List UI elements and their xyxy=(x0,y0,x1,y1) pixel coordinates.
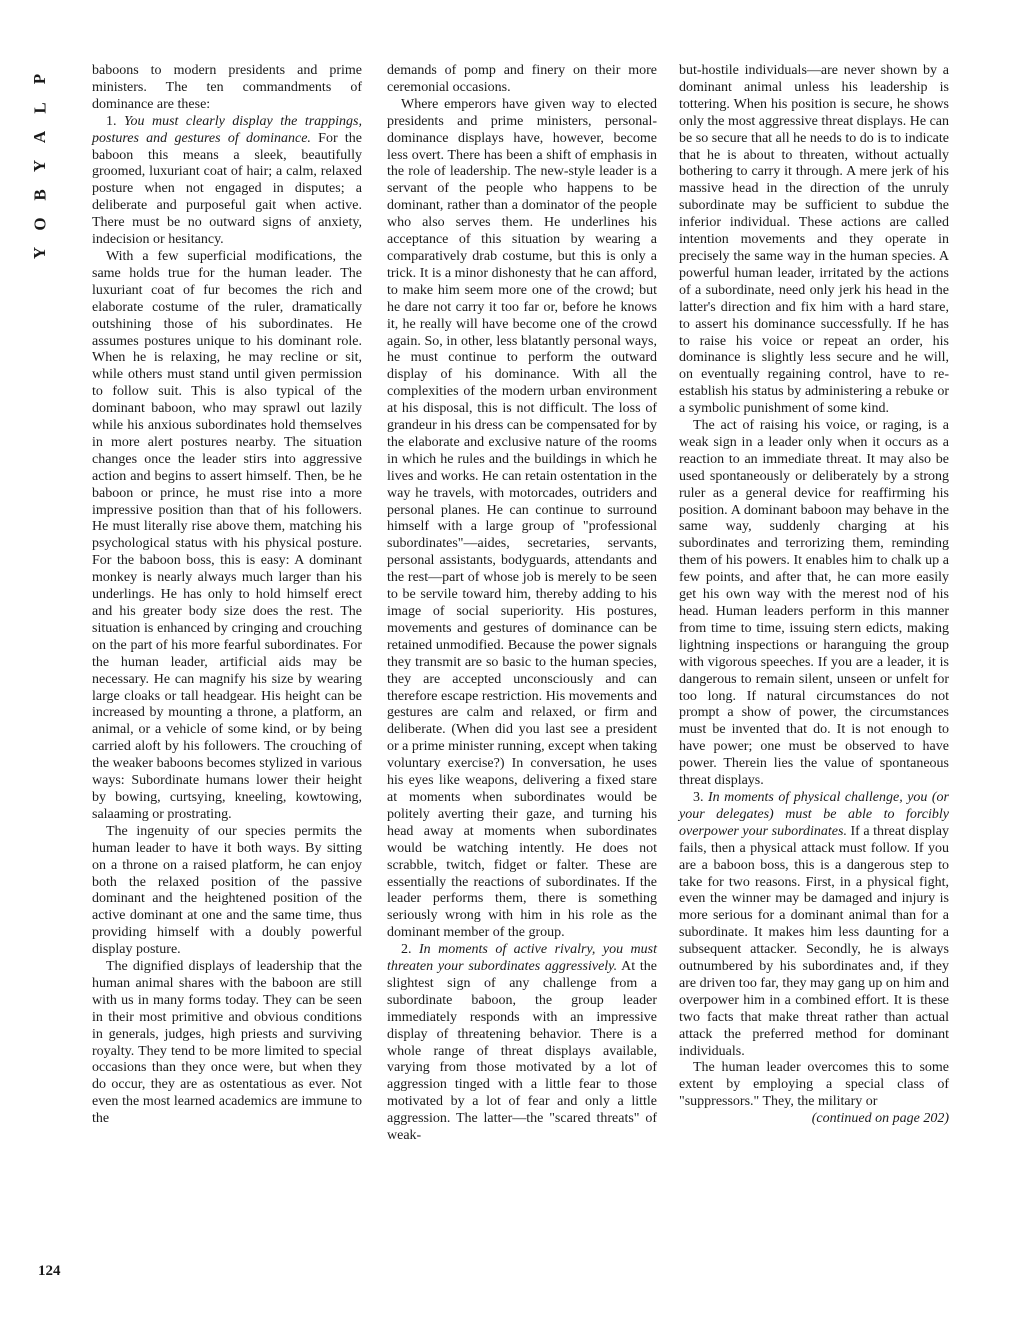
continued-note: (continued on page 202) xyxy=(811,1111,949,1127)
masthead xyxy=(22,64,58,267)
commandment-heading: In moments of active rivalry, you must threaten your subordinates aggressively. xyxy=(387,942,657,975)
paragraph: The human leader overcomes this to some extent by employing a special class of "suppressors." They, the military or xyxy=(679,1060,949,1110)
masthead-letter: P xyxy=(30,72,50,85)
column-1 xyxy=(92,63,362,1128)
masthead-letter: Y xyxy=(30,245,50,260)
paragraph: demands of pomp and finery on their more ceremonial occasions. xyxy=(387,63,657,95)
masthead-letter: A xyxy=(30,129,50,144)
commandment-heading: In moments of physical challenge, you (or your delegates) must be able to forcibly overpower your subordinates. xyxy=(679,789,949,839)
paragraph: baboons to modern presidents and prime ministers. The ten commandments of dominance are these: xyxy=(92,63,362,112)
masthead-letter: O xyxy=(30,216,50,231)
column-2 xyxy=(387,63,657,1145)
paragraph: The ingenuity of our species permits the human leader to have it both ways. By sitting on a throne on a raised platform, he can enjoy both the relaxed position of the passive dominant and the heightened position of the active dominant at one and the same time, thus providing himself with a doubly powerful display posture. xyxy=(92,823,362,958)
paragraph: 2. In moments of active rivalry, you must threaten your subordinates aggressively. At the slightest sign of any challenge from a subordinate baboon, the group leader immediately responds with an impressive display of threatening behavior. There is a whole range of threat displays available, varying from those motivated by a lot of aggression tinged with a little fear to those motivated by a lot of fear and only a little aggression. The latter—the "scared threats" of weak- xyxy=(387,942,657,1144)
paragraph: 1. You must clearly display the trappings, postures and gestures of dominance. For the baboon this means a sleek, beautifully groomed, luxuriant coat of hair; a calm, relaxed posture when not engaged in disputes; a deliberate and purposeful gait when active. There must be no outward signs of anxiety, indecision or hesitancy. xyxy=(92,113,362,248)
commandment-heading: You must clearly display the trappings, postures and gestures of dominance. xyxy=(92,113,362,146)
paragraph: 3. In moments of physical challenge, you (or your delegates) must be able to forcibly overpower your subordinates. If a threat display fails, then a physical attack must follow. If you are a baboon boss, this is a dangerous step to take for two reasons. First, in a physical fight, even the winner may be damaged and injury is more serious for a dominant animal than for a subordinate. It makes him less daunting for a subsequent attacker. Secondly, he is always outnumbered by his subordinates and, if they are driven too far, they may gang up on him and overpower him in a combined effort. It is these two facts that make threat rather than actual attack the preferred method for dominant individuals. xyxy=(679,789,949,1059)
masthead-letter: Y xyxy=(30,158,50,173)
paragraph: The act of raising his voice, or raging, is a weak sign in a leader only when it occurs as a reaction to an immediate threat. It may also be used spontaneously or deliberately by a strong ruler as a general device for reaffirming his position. A dominant baboon may behave in the same way, suddenly charging at his subordinates and terrorizing them, reminding them of his powers. It enables him to chalk up a few points, and after that, he can more easily get his own way with the merest nod of his head. Human leaders perform in this manner from time to time, issuing stern edicts, making lightning inspections or haranguing the group with vigorous speeches. If you are a leader, it is dangerous to remain silent, unseen or unfelt for too long. If natural circumstances do not prompt a show of power, the circumstances must be invented that do. It is not enough to have power; one must be observed to have power. Therein lies the value of spontaneous threat displays. xyxy=(679,418,949,789)
page-number: 124 xyxy=(38,1263,61,1279)
masthead-letter: B xyxy=(30,188,50,201)
column-3 xyxy=(679,63,949,1128)
paragraph: Where emperors have given way to elected presidents and prime ministers, personal-dominance displays have, however, become less overt. There has been a shift of emphasis in the role of leadership. The new-style leader is a servant of the people who happens to be dominant, rather than a dominator of the people who also serves them. He underlines his acceptance of this situation by wearing a comparatively drab costume, but this is only a trick. It is a minor dishonesty that he can afford, to make him seem more one of the crowd; but he dare not carry it too far or, before he knows it, he really will have become one of the crowd again. So, in other, less blatantly personal ways, he must continue to perform the outward display of his dominance. With all the complexities of the modern urban environment at his disposal, this is not difficult. The loss of grandeur in his dress can be compensated for by the elaborate and exclusive nature of the rooms in which he rules and the buildings in which he lives and works. He can retain ostentation in the way he travels, with motorcades, outriders and personal planes. He can continue to surround himself with a large group of "professional subordinates"—aides, secretaries, servants, personal assistants, bodyguards, attendants and the rest—part of whose job is merely to be seen to be servile toward him, thereby adding to his image of social superiority. His postures, movements and gestures of dominance can be retained unmodified. Because the power signals they transmit are so basic to the human species, they are accepted unconsciously and can therefore escape restriction. His movements and gestures are calm and relaxed, or firm and deliberate. (When did you last see a president or a prime minister running, except when taking voluntary exercise?) In conversation, he uses his eyes like weapons, delivering a fixed stare at moments when subordinates would be politely averting their gaze, and turning his head away at moments when subordinates would be watching intently. He does not scrabble, twitch, fidget or falter. These are essentially the reactions of subordinates. If the leader performs them, there is something seriously wrong with him in his role as the dominant member of the group. xyxy=(387,96,657,941)
masthead-letter: L xyxy=(30,101,50,114)
paragraph: The dignified displays of leadership that the human animal shares with the baboon are still with us in many forms today. They can be seen in their most primitive and obvious conditions in generals, judges, high priests and surviving royalty. They tend to be more limited to special occasions than they once were, but when they do occur, they are as ostentatious as ever. Not even the most learned academics are immune to the xyxy=(92,959,362,1127)
paragraph: but-hostile individuals—are never shown by a dominant animal unless his leadership is tottering. When his position is secure, he shows only the most aggressive threat displays. He can be so secure that all he needs to do is to indicate that he is about to threaten, without actually bothering to carry it through. A mere jerk of his massive head in the direction of the unruly subordinate may be sufficient to subdue the inferior individual. These actions are called intention movements and they operate in precisely the same way in the human species. A powerful human leader, irritated by the actions of a subordinate, need only jerk his head in the latter's direction and fix him with a hard stare, to assert his dominance successfully. If he has to raise his voice or repeat an order, his dominance is slightly less secure and he will, on eventually regaining control, have to re-establish his status by administering a rebuke or a symbolic punishment of some kind. xyxy=(679,63,949,417)
paragraph: With a few superficial modifications, the same holds true for the human leader. The luxuriant coat of fur becomes the rich and elaborate costume of the ruler, dramatically outshining those of his subordinates. He assumes postures unique to his dominant role. When he is relaxing, he may recline or sit, while others must stand until given permission to follow suit. This is also typical of the dominant baboon, who may sprawl out lazily while his anxious subordinates hold themselves in more alert postures nearby. The situation changes once the leader stirs into aggressive action and begins to assert himself. Then, be he baboon or prince, he must rise into a more impressive position than that of his followers. He must literally rise above them, matching his psychological status with his physical posture. For the baboon boss, this is easy: A dominant monkey is nearly always much larger than his underlings. He has only to hold himself erect and his greater body size does the rest. The situation is enhanced by cringing and crouching on the part of his more fearful subordinates. For the human leader, artificial aids may be necessary. He can magnify his size by wearing large cloaks or tall headgear. His height can be increased by mounting a throne, a platform, an animal, or a vehicle of some kind, or by being carried aloft by his followers. The crouching of the weaker baboons becomes stylized in various ways: Subordinate humans lower their height by bowing, curtsying, kneeling, kowtowing, salaaming or prostrating. xyxy=(92,248,362,822)
